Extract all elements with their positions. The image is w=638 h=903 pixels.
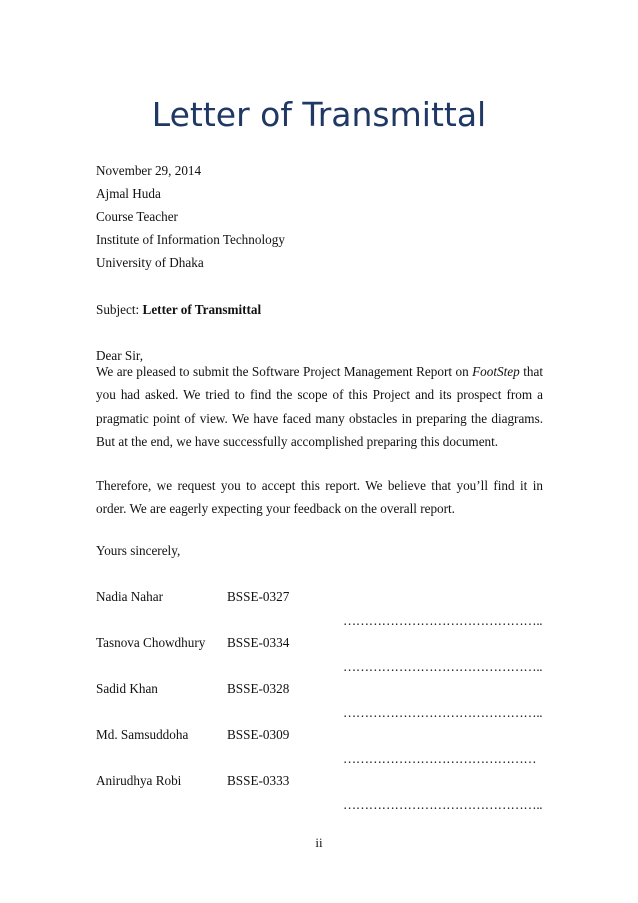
subject-line	[96, 302, 261, 318]
signatory-name: Tasnova Chowdhury	[96, 635, 206, 650]
signatory-name: Anirudhya Robi	[96, 773, 182, 788]
project-name: FootStep	[472, 364, 520, 379]
signatory-id: BSSE-0333	[227, 773, 290, 788]
body-paragraph-2: Therefore, we request you to accept this report. We believe that you’ll find it in order. We are eagerly expecting your feedback on the overall report.	[96, 478, 543, 517]
signature-line: ………………………………………..	[343, 659, 543, 674]
paragraph-1-end: that you had asked. We tried to find the scope of this Project and its prospect from a pragmatic point of view. We have faced many obstacles in preparing the diagrams. But at the end, we have successfully accomplished preparing this document.	[96, 364, 543, 449]
signatory-name: Sadid Khan	[96, 681, 158, 696]
page-title: Letter of Transmittal	[151, 95, 487, 134]
letter-date: November 29, 2014	[96, 163, 202, 178]
signatory-id: BSSE-0328	[227, 681, 290, 696]
signatory-id: BSSE-0309	[227, 727, 290, 742]
recipient-name: Ajmal Huda	[96, 186, 161, 201]
signatory-name: Md. Samsuddoha	[96, 727, 189, 742]
salutation: Dear Sir,	[96, 348, 144, 363]
signature-line: ………………………………………..	[343, 797, 543, 812]
body-paragraph-1	[96, 360, 543, 453]
closing: Yours sincerely,	[96, 543, 181, 558]
signatory-id: BSSE-0334	[227, 635, 290, 650]
signatory-name: Nadia Nahar	[96, 589, 163, 604]
page-number: ii	[315, 835, 323, 850]
paragraph-1-start: We are pleased to submit the Software Project Management Report on	[96, 364, 473, 379]
signatory-id: BSSE-0327	[227, 589, 290, 604]
signature-line: ………………………………………..	[343, 705, 543, 720]
subject-label: Subject:	[96, 302, 143, 317]
subject-value: Letter of Transmittal	[142, 302, 262, 317]
recipient-university: University of Dhaka	[96, 255, 204, 270]
signature-line: ………………………………………..	[343, 613, 543, 628]
signature-line: ………………………………………	[343, 751, 537, 766]
recipient-role: Course Teacher	[96, 209, 178, 224]
recipient-institute: Institute of Information Technology	[96, 232, 285, 247]
